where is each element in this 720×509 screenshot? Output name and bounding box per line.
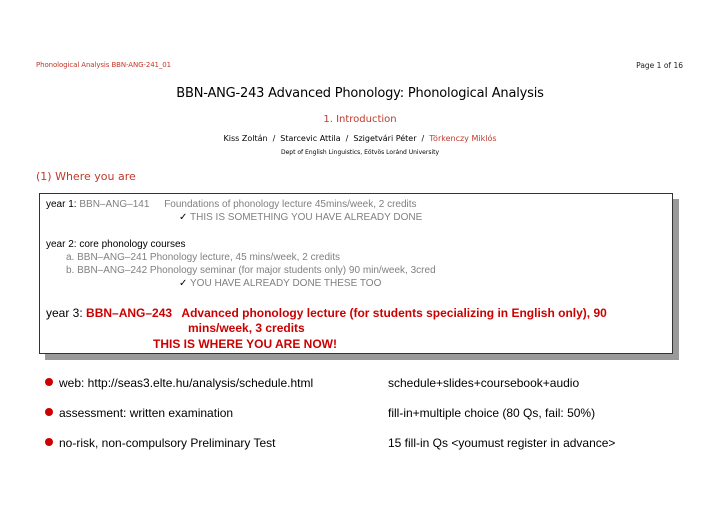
page-number: Page 1 of 16 xyxy=(636,61,683,70)
bullet-web-detail: schedule+slides+coursebook+audio xyxy=(388,376,580,390)
bullet-web xyxy=(45,376,313,390)
bullet-assessment-detail: fill-in+multiple choice (80 Qs, fail: 50%) xyxy=(388,406,596,420)
year3-label: year 3: xyxy=(46,306,83,320)
author: Szigetvári Péter xyxy=(353,134,417,143)
year3-desc-line1: Advanced phonology lecture (for students specializing in English only), 90 xyxy=(181,306,607,320)
header-course-ref: Phonological Analysis BBN-ANG-241_01 xyxy=(36,61,172,69)
bullet-text: assessment: written examination xyxy=(59,406,234,420)
page-title: BBN-ANG-243 Advanced Phonology: Phonological Analysis xyxy=(176,86,544,101)
author-list xyxy=(0,134,720,143)
year1-note: THIS IS SOMETHING YOU HAVE ALREADY DONE xyxy=(190,212,423,223)
author-separator: / xyxy=(272,134,276,143)
year3-line xyxy=(46,306,607,320)
year3-code: BBN–ANG–243 xyxy=(86,306,173,320)
year1-note-line xyxy=(179,212,422,223)
section-heading: (1) Where you are xyxy=(36,170,136,183)
year3-note: THIS IS WHERE YOU ARE NOW! xyxy=(153,337,338,351)
bullet-preliminary-test-detail: 15 fill-in Qs <youmust register in advance> xyxy=(388,436,616,450)
year1-label: year 1: xyxy=(46,199,77,210)
bullet-assessment xyxy=(45,406,233,420)
year2-item-a: a. BBN–ANG–241 Phonology lecture, 45 mins/week, 2 credits xyxy=(66,252,341,263)
year2-note: YOU HAVE ALREADY DONE THESE TOO xyxy=(190,278,382,289)
author-separator: / xyxy=(421,134,425,143)
course-info-box xyxy=(39,193,673,354)
author: Törkenczy Miklós xyxy=(429,134,497,143)
year2-item-b: b. BBN–ANG–242 Phonology seminar (for major students only) 90 min/week, 3cred xyxy=(66,265,436,276)
page-subtitle: 1. Introduction xyxy=(323,114,397,125)
bullet-dot-icon xyxy=(45,378,53,386)
author: Kiss Zoltán xyxy=(223,134,268,143)
year2-label: year 2: core phonology courses xyxy=(46,239,186,250)
bullet-preliminary-test xyxy=(45,436,276,450)
author: Starcevic Attila xyxy=(280,134,341,143)
bullet-text: web: http://seas3.elte.hu/analysis/schedule.html xyxy=(59,376,314,390)
author-separator: / xyxy=(345,134,349,143)
year3-desc-line2: mins/week, 3 credits xyxy=(188,321,305,335)
check-icon: ✓ xyxy=(179,212,188,223)
year1-code: BBN–ANG–141 xyxy=(79,199,150,210)
department: Dept of English Linguistics, Eötvös Loránd University xyxy=(280,149,440,156)
year1-desc: Foundations of phonology lecture 45mins/week, 2 credits xyxy=(164,199,417,210)
bullet-dot-icon xyxy=(45,408,53,416)
year2-note-line xyxy=(179,278,381,289)
check-icon: ✓ xyxy=(179,278,188,289)
bullet-text: no-risk, non-compulsory Preliminary Test xyxy=(59,436,276,450)
bullet-dot-icon xyxy=(45,438,53,446)
year1-line xyxy=(46,199,417,210)
